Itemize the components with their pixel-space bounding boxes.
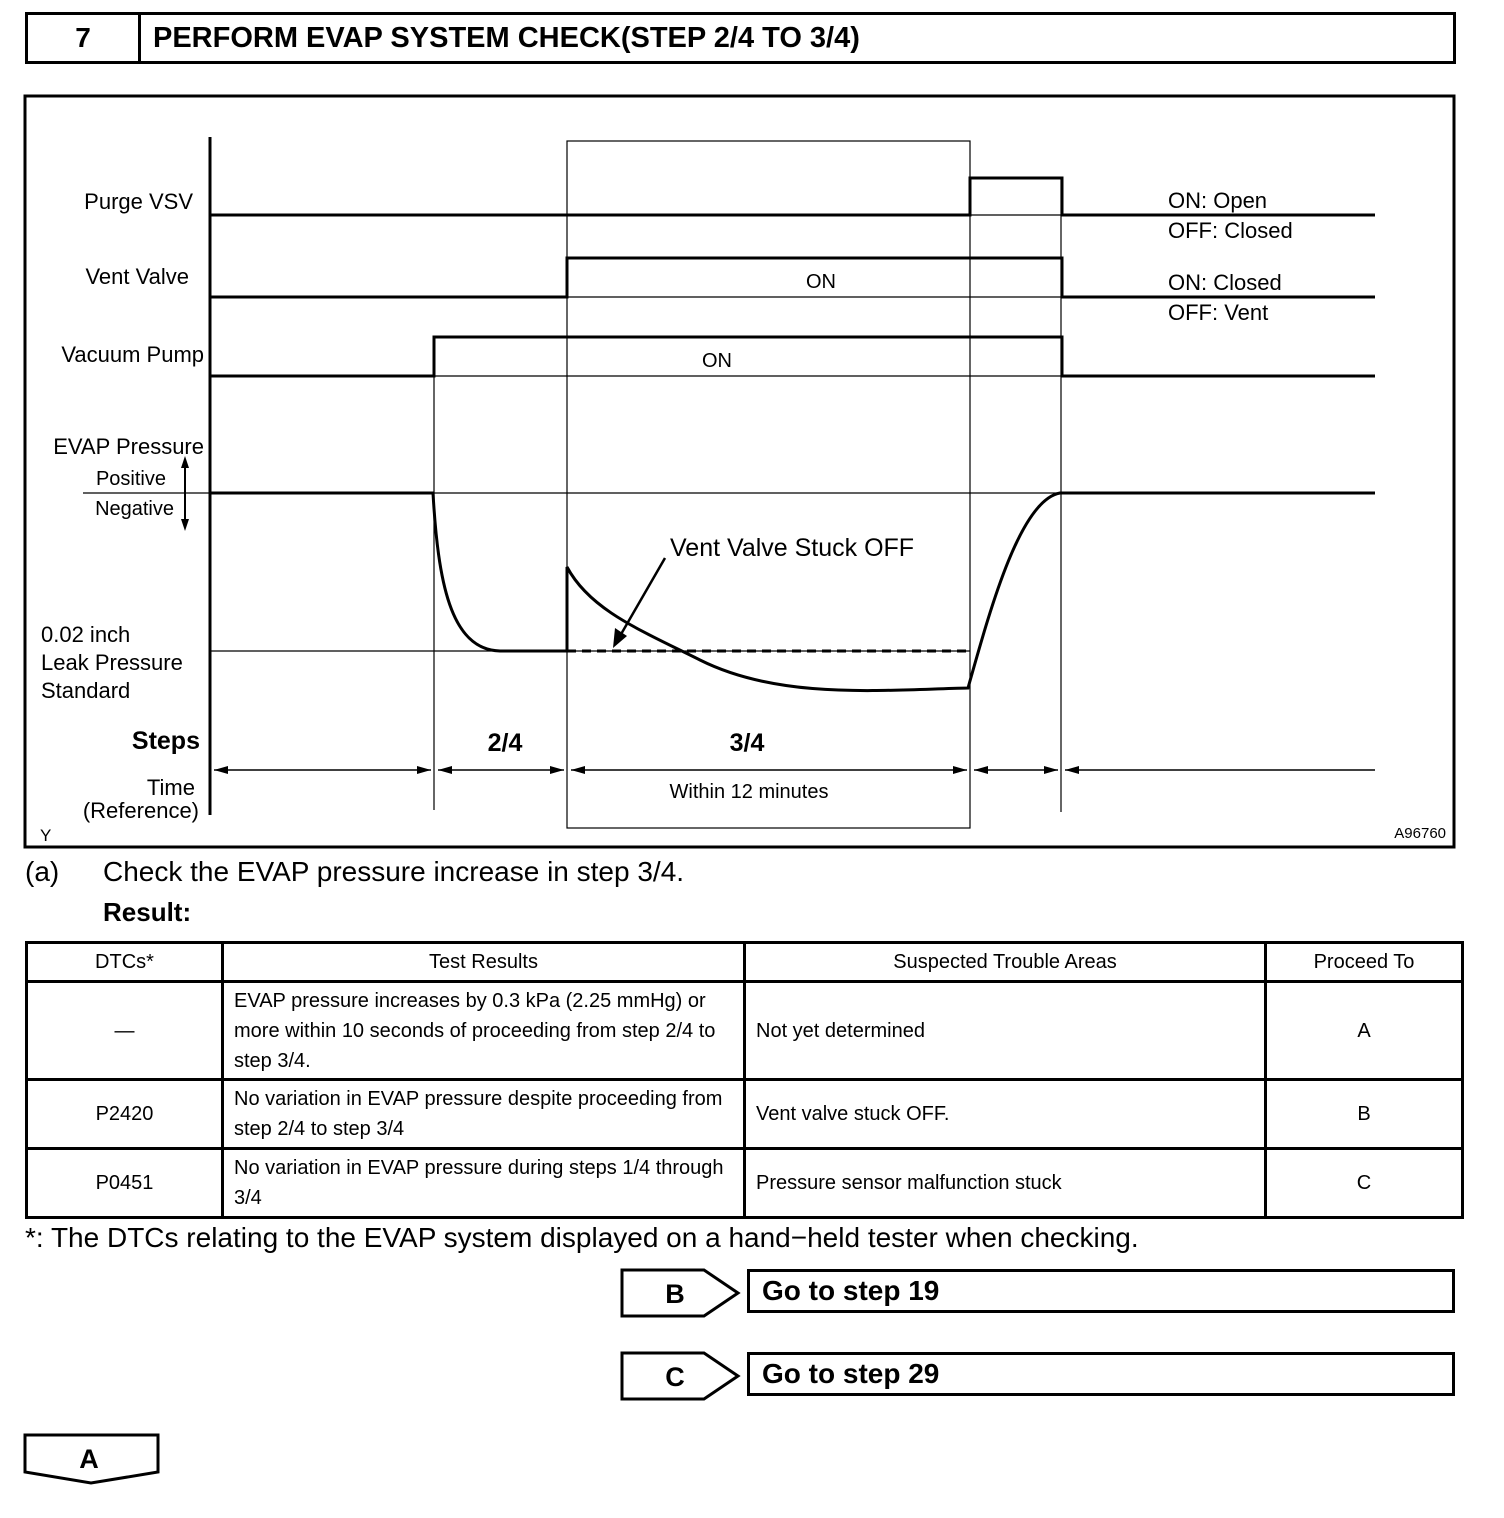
legend-purge-on: ON: Open (1168, 188, 1268, 213)
down-arrow-icon (181, 519, 189, 531)
table-header-row (27, 943, 1463, 982)
branch-b-label[interactable]: B (665, 1279, 685, 1309)
proceed-cell: B (1266, 1080, 1463, 1149)
col-test-results: Test Results (223, 943, 745, 982)
proceed-cell: A (1266, 982, 1463, 1080)
result-cell: No variation in EVAP pressure during steps 1/4 through 3/4 (223, 1149, 745, 1218)
dtc-cell: P2420 (27, 1080, 223, 1149)
legend-purge-off: OFF: Closed (1168, 218, 1293, 243)
instruction-label: (a) (25, 856, 60, 887)
col-proceed-to: Proceed To (1266, 943, 1463, 982)
annotation-arrow-icon (613, 628, 627, 648)
dtc-cell: P0451 (27, 1149, 223, 1218)
area-cell: Vent valve stuck OFF. (745, 1080, 1266, 1149)
label-negative: Negative (95, 498, 174, 520)
figure-code: A96760 (1394, 825, 1446, 842)
col-trouble-areas: Suspected Trouble Areas (745, 943, 1266, 982)
corner-mark: Y (40, 826, 52, 845)
result-cell: No variation in EVAP pressure despite proceeding from step 2/4 to step 3/4 (223, 1080, 745, 1149)
branch-a[interactable] (20, 1430, 165, 1490)
vacuum-pump-signal (210, 337, 1375, 376)
proceed-cell: C (1266, 1149, 1463, 1218)
label-vacuum-pump: Vacuum Pump (61, 342, 204, 367)
label-evap-pressure: EVAP Pressure (53, 434, 204, 459)
go-to-step-29-link[interactable]: Go to step 29 (747, 1352, 1455, 1396)
result-table (25, 941, 1464, 1219)
area-cell: Not yet determined (745, 982, 1266, 1080)
vent-on-label: ON (806, 271, 836, 293)
check-instruction (25, 856, 684, 888)
label-purge-vsv: Purge VSV (84, 189, 193, 214)
col-dtcs: DTCs* (27, 943, 223, 982)
step-24-label: 2/4 (487, 729, 523, 757)
branch-arrows (615, 1264, 745, 1409)
pump-on-label: ON (702, 350, 732, 372)
label-vent-valve: Vent Valve (85, 264, 189, 289)
label-positive: Positive (95, 468, 166, 490)
step-title: PERFORM EVAP SYSTEM CHECK(STEP 2/4 TO 3/4) (153, 21, 860, 54)
go-to-step-19-link[interactable]: Go to step 19 (747, 1269, 1455, 1313)
label-leak-1: 0.02 inch (41, 622, 131, 647)
legend-vent-off: OFF: Vent (1168, 300, 1269, 325)
label-steps: Steps (131, 727, 200, 755)
table-row (27, 1149, 1463, 1218)
label-leak-2: Leak Pressure (41, 650, 183, 675)
within-12-min-label: Within 12 minutes (669, 781, 829, 803)
label-time: Time (146, 775, 195, 800)
branch-a-label[interactable]: A (79, 1444, 99, 1474)
evap-pressure-curve (210, 493, 1375, 691)
stuck-off-annotation: Vent Valve Stuck OFF (670, 534, 915, 562)
step-34-label: 3/4 (729, 729, 765, 757)
step-34-box (567, 141, 970, 828)
branch-c-label[interactable]: C (665, 1362, 685, 1392)
step-number: 7 (28, 15, 141, 61)
label-time-ref: (Reference) (82, 798, 199, 823)
label-leak-3: Standard (41, 678, 131, 703)
footnote: *: The DTCs relating to the EVAP system displayed on a hand−held tester when checking. (25, 1222, 1139, 1253)
result-cell: EVAP pressure increases by 0.3 kPa (2.25 mmHg) or more within 10 seconds of proceeding from step 2/4 to step 3/4. (223, 982, 745, 1080)
table-row (27, 982, 1463, 1080)
area-cell: Pressure sensor malfunction stuck (745, 1149, 1266, 1218)
legend-vent-on: ON: Closed (1168, 270, 1282, 295)
table-row (27, 1080, 1463, 1149)
dtc-cell: — (27, 982, 223, 1080)
result-heading: Result: (103, 897, 192, 927)
instruction-text: Check the EVAP pressure increase in step 3/4. (103, 856, 685, 887)
